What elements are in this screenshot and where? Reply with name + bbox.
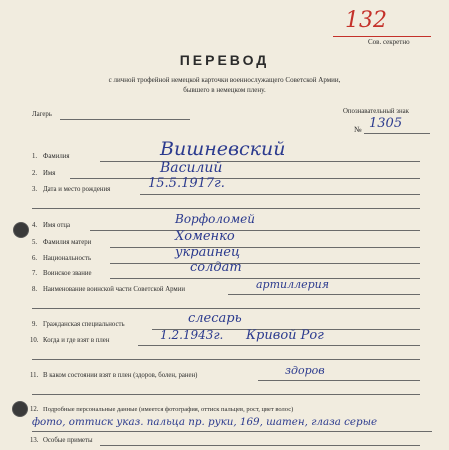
field-1-label: Фамилия bbox=[43, 153, 70, 160]
subtitle-line-2: бывшего в немецком плену. bbox=[183, 86, 266, 94]
field-11-value: здоров bbox=[285, 364, 325, 377]
field-5-value: Хоменко bbox=[175, 229, 235, 244]
field-12-value: фото, оттиск указ. пальца пр. руки, 169, шатен, глаза серые bbox=[32, 416, 378, 428]
punch-hole-top bbox=[14, 223, 28, 237]
tag-prefix: № bbox=[354, 125, 362, 134]
field-6-number: 6. bbox=[32, 255, 38, 262]
field-6-line bbox=[110, 263, 420, 264]
field-8-line-extra bbox=[32, 308, 420, 309]
field-12-number: 12. bbox=[30, 406, 39, 413]
field-7-value: солдат bbox=[190, 260, 242, 275]
field-8-number: 8. bbox=[32, 286, 38, 293]
field-7-label: Воинское звание bbox=[43, 270, 92, 277]
field-10-line bbox=[138, 345, 420, 346]
field-2-label: Имя bbox=[43, 170, 56, 177]
archive-number: 132 bbox=[345, 8, 387, 33]
field-10-value-place: Кривой Рог bbox=[246, 328, 324, 343]
field-7-number: 7. bbox=[32, 270, 38, 277]
field-11-line bbox=[258, 380, 420, 381]
field-1-number: 1. bbox=[32, 153, 38, 160]
field-2-number: 2. bbox=[32, 170, 38, 177]
field-9-value: слесарь bbox=[188, 311, 242, 326]
field-5-line bbox=[110, 247, 420, 248]
field-3-line bbox=[140, 194, 420, 195]
page-title: ПЕРЕВОД bbox=[179, 52, 270, 68]
field-3-number: 3. bbox=[32, 186, 38, 193]
field-10-label: Когда и где взят в плен bbox=[43, 337, 110, 344]
field-1-value: Вишневский bbox=[160, 138, 286, 160]
tag-line bbox=[364, 133, 430, 134]
field-4-value: Ворфоломей bbox=[175, 212, 255, 226]
field-8-line bbox=[228, 294, 420, 295]
camp-line bbox=[60, 119, 190, 120]
field-9-label: Гражданская специальность bbox=[43, 321, 125, 328]
field-3-label: Дата и место рождения bbox=[43, 186, 111, 193]
field-10-number: 10. bbox=[30, 337, 39, 344]
field-5-label: Фамилия матери bbox=[43, 239, 92, 246]
field-12-label: Подробные персональные данные (имеется фотография, оттиск пальцев, рост, цвет волос) bbox=[43, 406, 294, 413]
tag-label: Опознавательный знак bbox=[343, 108, 409, 115]
field-13-line bbox=[100, 445, 420, 446]
field-3-line-extra bbox=[32, 208, 420, 209]
field-4-number: 4. bbox=[32, 222, 38, 229]
field-2-line bbox=[70, 178, 420, 179]
field-13-number: 13. bbox=[30, 437, 39, 444]
subtitle-line-1: с личной трофейной немецкой карточки военнослужащего Советской Армии, bbox=[108, 76, 341, 84]
field-8-label: Наименование воинской части Советской Армии bbox=[43, 286, 186, 293]
field-3-value: 15.5.1917г. bbox=[148, 176, 225, 191]
field-9-number: 9. bbox=[32, 321, 38, 328]
field-6-value: украинец bbox=[175, 245, 241, 260]
field-10-line-extra bbox=[32, 359, 420, 360]
field-11-line-extra bbox=[32, 394, 420, 395]
field-2-value: Василий bbox=[160, 160, 223, 176]
field-12-line bbox=[32, 431, 432, 432]
field-11-label: В каком состоянии взят в плен (здоров, болен, ранен) bbox=[43, 372, 198, 379]
field-4-line bbox=[90, 230, 420, 231]
punch-hole-bottom bbox=[13, 402, 27, 416]
field-11-number: 11. bbox=[30, 372, 39, 379]
field-6-label: Национальность bbox=[43, 255, 92, 262]
tag-number: 1305 bbox=[369, 116, 403, 131]
field-1-line bbox=[100, 161, 420, 162]
camp-label: Лагерь bbox=[32, 111, 52, 118]
archive-number-underline bbox=[333, 36, 431, 37]
field-13-label: Особые приметы bbox=[43, 437, 93, 444]
field-5-number: 5. bbox=[32, 239, 38, 246]
field-4-label: Имя отца bbox=[43, 222, 70, 229]
field-8-value: артиллерия bbox=[256, 278, 330, 291]
field-10-value: 1.2.1943г. bbox=[160, 328, 224, 342]
secrecy-label: Сов. секретно bbox=[368, 38, 410, 46]
